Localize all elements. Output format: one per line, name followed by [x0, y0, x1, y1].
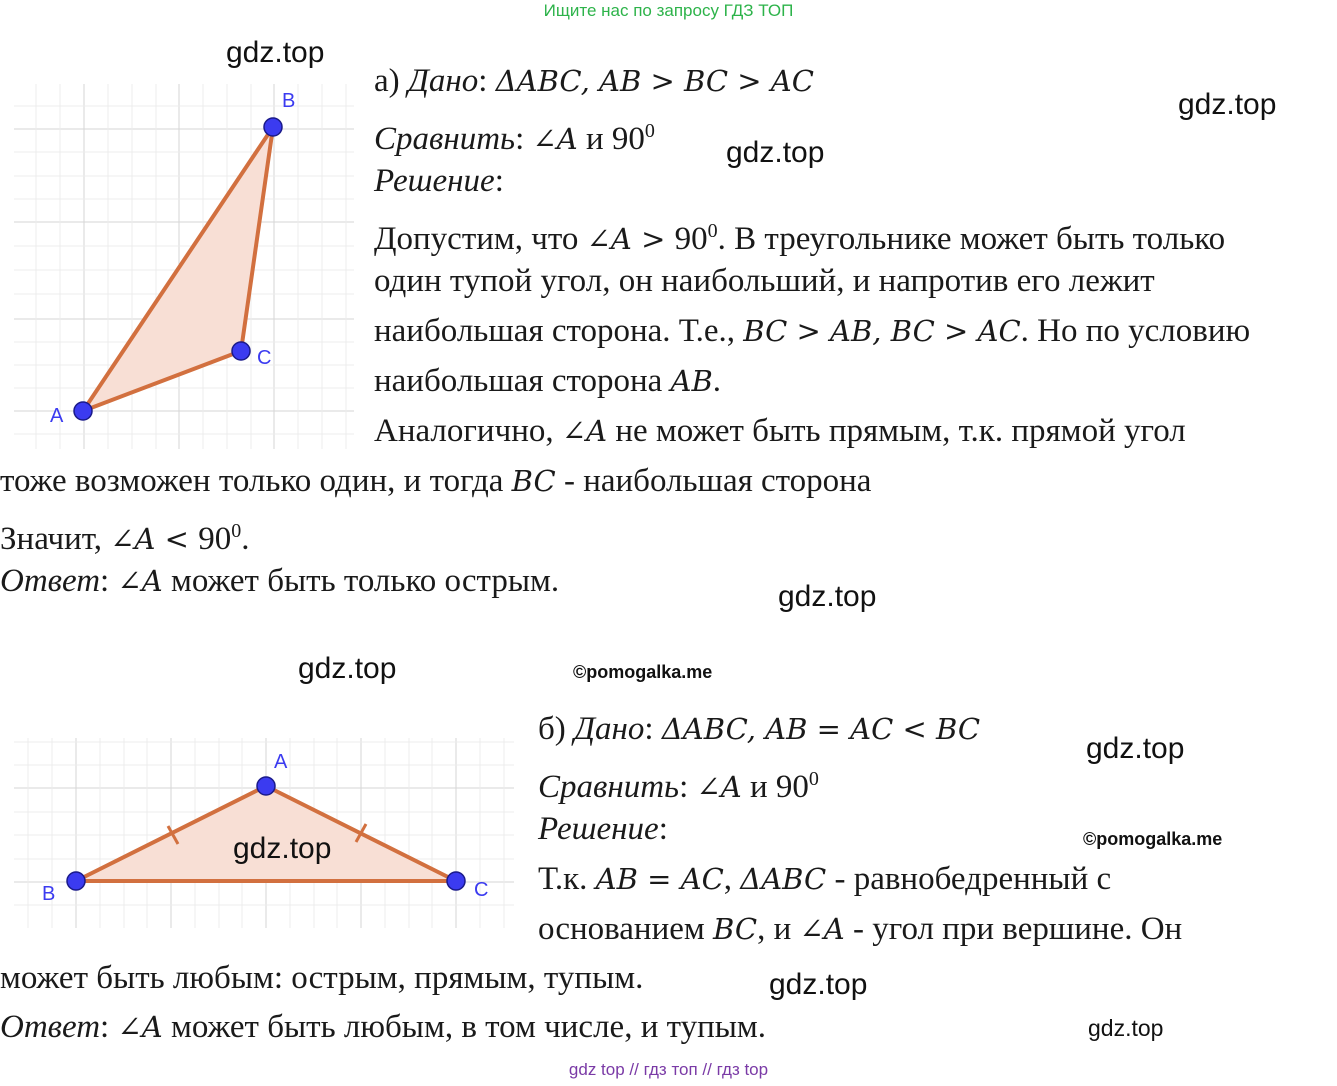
part-b-solution-heading: Решение: [538, 811, 668, 847]
footer-links: gdz top // гдз топ // гдз top [568, 1060, 769, 1079]
part-a-given: а) Дано: ΔABC, AB > BC > AC [374, 63, 814, 99]
part-a-line-2: один тупой угол, он наибольший, и напротив его лежит [374, 263, 1155, 299]
watermark: gdz.top [769, 968, 868, 1001]
top-banner: Ищите нас по запросу ГДЗ ТОП [543, 1, 794, 20]
label-b: B [42, 883, 56, 905]
point-b [67, 872, 85, 890]
point-c [447, 872, 465, 890]
point-c [232, 342, 250, 360]
watermark: gdz.top [1088, 1015, 1164, 1041]
part-b-line-3: может быть любым: острым, прямым, тупым. [0, 960, 644, 996]
copyright-watermark: ©pomogalka.me [573, 662, 713, 682]
point-b [264, 118, 282, 136]
watermark: gdz.top [1178, 88, 1277, 121]
part-a-line-6: тоже возможен только один, и тогда BC - наибольшая сторона [0, 463, 872, 499]
watermark: gdz.top [233, 832, 332, 865]
label-c: C [474, 879, 489, 901]
part-b-line-1: Т.к. AB = AC, ΔABC - равнобедренный с [538, 861, 1112, 897]
part-b-answer: Ответ: ∠A может быть любым, в том числе, и тупым. [0, 1009, 767, 1045]
copyright-watermark: ©pomogalka.me [1083, 829, 1223, 849]
part-a-answer: Ответ: ∠A может быть только острым. [0, 563, 560, 599]
figure-a [14, 84, 354, 449]
point-a [257, 777, 275, 795]
part-a-line-1: Допустим, что ∠A > $90^0$. В треугольнике может быть только [374, 220, 1226, 257]
watermark: gdz.top [778, 580, 877, 613]
part-a-line-4: наибольшая сторона AB. [374, 363, 722, 399]
watermark: gdz.top [226, 36, 325, 69]
part-a-line-7: Значит, ∠A < $90^0$. [0, 520, 250, 557]
watermark: gdz.top [1086, 732, 1185, 765]
label-a: A [274, 751, 288, 773]
label-c: C [257, 347, 272, 369]
triangle-abc [83, 127, 273, 411]
part-a-compare: Сравнить: ∠A и $90^0$ [374, 120, 655, 157]
label-a: A [50, 405, 64, 427]
part-a-line-5: Аналогично, ∠A не может быть прямым, т.к. прямой угол [374, 413, 1186, 449]
part-b-given: б) Дано: ΔABC, AB = AC < BC [538, 711, 981, 747]
part-a-line-3: наибольшая сторона. Т.е., BC > AB, BC > AC. Но по условию [374, 313, 1251, 349]
label-b: B [282, 90, 296, 112]
part-a-solution-heading: Решение: [374, 163, 504, 199]
part-b-line-2: основанием BC, и ∠A - угол при вершине. Он [538, 911, 1183, 947]
part-b-compare: Сравнить: ∠A и $90^0$ [538, 768, 819, 805]
watermark: gdz.top [726, 136, 825, 169]
watermark: gdz.top [298, 652, 397, 685]
point-a [74, 402, 92, 420]
